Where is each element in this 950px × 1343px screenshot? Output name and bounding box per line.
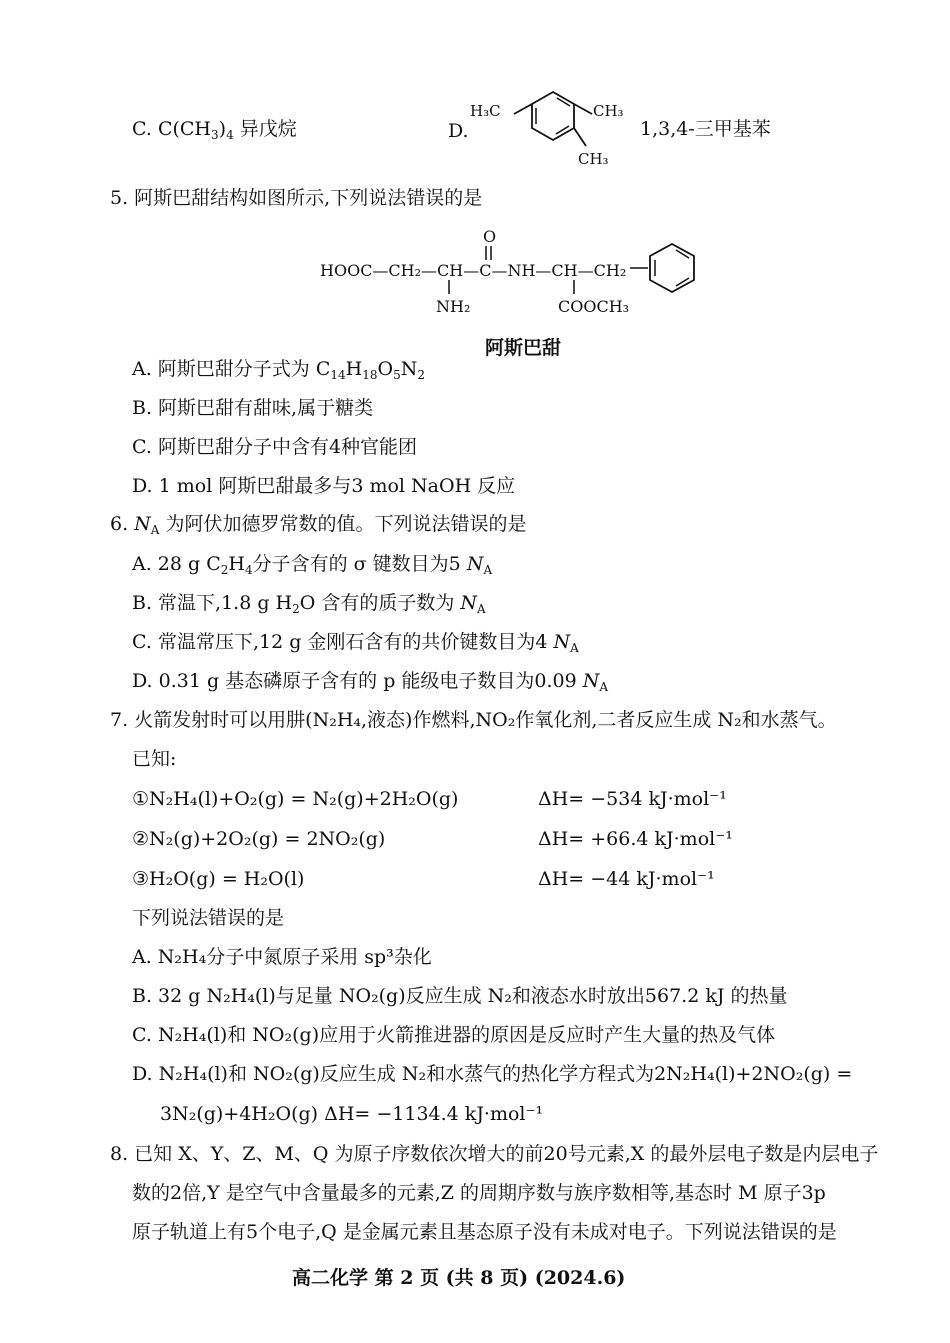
q5-option-a: A. 阿斯巴甜分子式为 $C_{14}H_{18}O_5N_2$ [132, 358, 426, 382]
q7-reaction-2: ②N₂(g)+2O₂(g) = 2NO₂(g) [132, 828, 386, 850]
q4-option-d-label: D. [448, 120, 469, 142]
q6-option-b: B. 常温下,1.8 g $H_2O$ 含有的质子数为 $N_A$ [132, 592, 486, 616]
aspartame-chain: HOOC—CH₂—CH—C—NH—CH—CH₂ [320, 261, 627, 280]
q7-option-d-line1: D. N₂H₄(l)和 NO₂(g)反应生成 N₂和水蒸气的热化学方程式为2N₂H₄(l)+2NO₂(g) = [132, 1063, 853, 1085]
q8-line3: 原子轨道上有5个电子,Q 是金属元素且基态原子没有未成对电子。下列说法错误的是 [132, 1221, 837, 1243]
ch3-top-label: CH₃ [593, 102, 624, 120]
q6-option-c: C. 常温常压下,12 g 金刚石含有的共价键数目为4 $N_A$ [132, 631, 579, 655]
page-footer: 高二化学 第 2 页 (共 8 页) (2024.6) [292, 1267, 626, 1289]
h3c-label: H₃C [470, 102, 501, 120]
q7-reaction-1: ①N₂H₄(l)+O₂(g) = N₂(g)+2H₂O(g) [132, 788, 459, 810]
q7-ask: 下列说法错误的是 [132, 907, 285, 929]
carbonyl-o: O [483, 227, 497, 246]
q7-option-c: C. N₂H₄(l)和 NO₂(g)应用于火箭推进器的原因是反应时产生大量的热及气体 [132, 1024, 776, 1046]
q7-stem-line1: 7. 火箭发射时可以用肼(N₂H₄,液态)作燃料,NO₂作氧化剂,二者反应生成 N₂和水蒸气。 [110, 709, 837, 731]
q5-option-c: C. 阿斯巴甜分子中含有4种官能团 [132, 436, 418, 458]
q7-stem-line2: 已知: [132, 748, 177, 770]
nh2-group: NH₂ [436, 297, 471, 316]
q6-option-d: D. 0.31 g 基态磷原子含有的 p 能级电子数目为0.09 $N_A$ [132, 670, 609, 694]
q7-reaction-3-dh: ΔH= −44 kJ·mol⁻¹ [538, 868, 715, 890]
q4-option-c: C. $C(CH_3)_4$ 异戊烷 [132, 118, 297, 142]
q7-reaction-1-dh: ΔH= −534 kJ·mol⁻¹ [538, 788, 727, 810]
q7-option-d-line2: 3N₂(g)+4H₂O(g) ΔH= −1134.4 kJ·mol⁻¹ [160, 1103, 544, 1125]
trimethylbenzene-structure [468, 82, 638, 174]
q7-option-b: B. 32 g N₂H₄(l)与足量 NO₂(g)反应生成 N₂和液态水时放出567.2 kJ 的热量 [132, 985, 788, 1007]
q5-option-d: D. 1 mol 阿斯巴甜最多与3 mol NaOH 反应 [132, 475, 516, 497]
q6-option-a: A. 28 g $C_2H_4$分子含有的 σ 键数目为5 $N_A$ [132, 553, 493, 577]
q4-option-d-name: 1,3,4-三甲基苯 [640, 118, 771, 140]
q8-line1: 8. 已知 X、Y、Z、M、Q 为原子序数依次增大的前20号元素,X 的最外层电子数是内层电子 [110, 1143, 879, 1165]
ch3-bottom-label: CH₃ [578, 150, 609, 168]
q5-stem: 5. 阿斯巴甜结构如图所示,下列说法错误的是 [110, 187, 483, 209]
q5-option-b: B. 阿斯巴甜有甜味,属于糖类 [132, 397, 374, 419]
q7-reaction-2-dh: ΔH= +66.4 kJ·mol⁻¹ [538, 828, 733, 850]
q6-stem: 6. $N_A$ 为阿伏加德罗常数的值。下列说法错误的是 [110, 513, 527, 537]
aspartame-structure [318, 222, 718, 322]
aspartame-caption: 阿斯巴甜 [485, 337, 562, 359]
cooch3-group: COOCH₃ [558, 297, 630, 316]
q7-reaction-3: ③H₂O(g) = H₂O(l) [132, 868, 305, 890]
q7-option-a: A. N₂H₄分子中氮原子采用 sp³杂化 [132, 946, 432, 968]
q8-line2: 数的2倍,Y 是空气中含量最多的元素,Z 的周期序数与族序数相等,基态时 M 原子3p [132, 1182, 826, 1204]
